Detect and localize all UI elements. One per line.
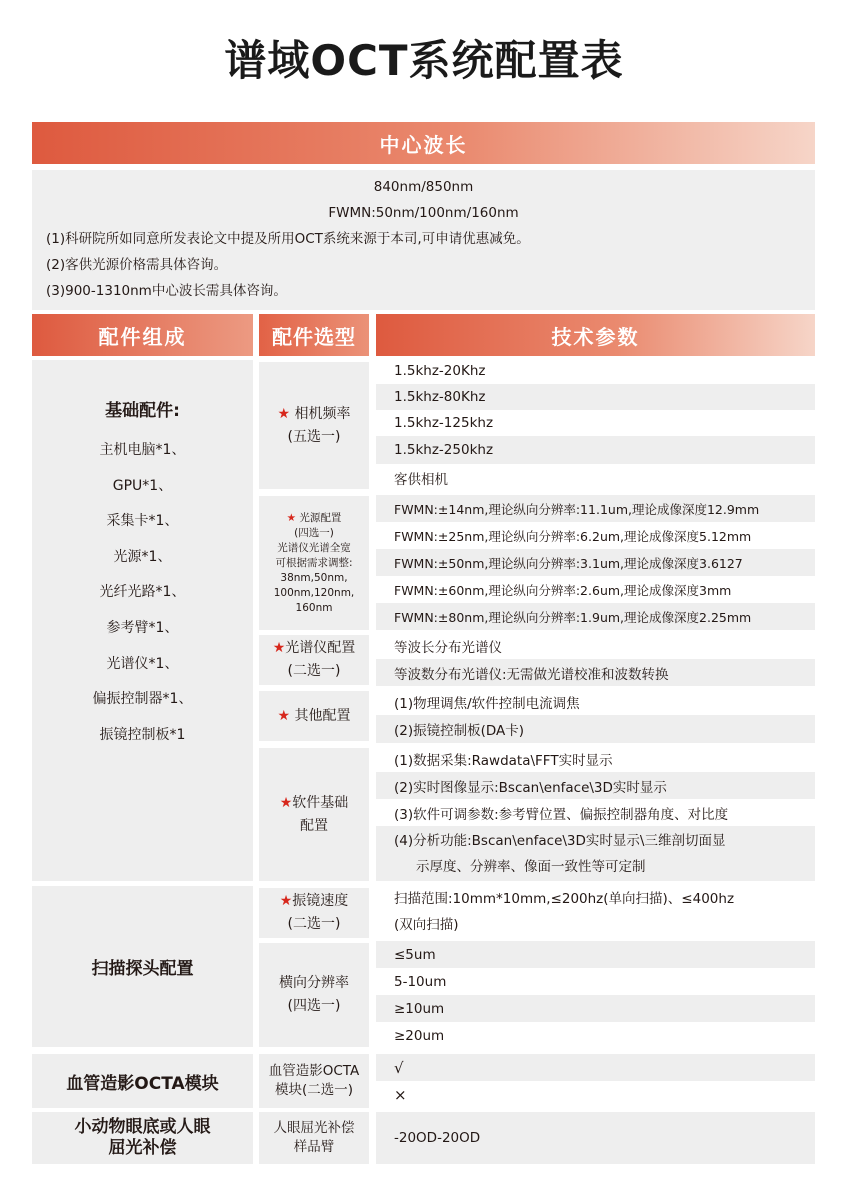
option-row: FWMN:±50nm,理论纵向分辨率:3.1um,理论成像深度3.6127	[376, 549, 815, 576]
scan-probe-cell: 扫描探头配置	[32, 886, 253, 1047]
basic-item: 振镜控制板*1	[99, 726, 186, 743]
option-row: (4)分析功能:Bscan\enface\3D实时显示\三维剖切面显 示厚度、分辨率、像面一致性等可定制	[376, 826, 815, 881]
scan-speed-cell: ★振镜速度 (二选一)	[259, 888, 369, 938]
camera-frequency-choice: (五选一)	[287, 428, 341, 445]
star-icon: ★	[279, 794, 293, 811]
option-row: -20OD-20OD	[376, 1112, 815, 1164]
option-row: FWMN:±25nm,理论纵向分辨率:6.2um,理论成像深度5.12mm	[394, 528, 752, 544]
basic-item: 光纤光路*1、	[99, 584, 186, 601]
option-row: (2)实时图像显示:Bscan\enface\3D实时显示	[376, 772, 815, 799]
note-1: (1)科研院所如同意所发表论文中提及所用OCT系统来源于本司,可申请优惠减免。	[46, 231, 530, 247]
note-2: (2)客供光源价格需具体咨询。	[46, 257, 228, 273]
camera-frequency-cell	[259, 362, 369, 489]
lateral-resolution-cell: 横向分辨率 (四选一)	[259, 943, 369, 1047]
basic-item: 采集卡*1、	[106, 513, 179, 530]
option-row: 1.5khz-80Khz	[376, 384, 815, 410]
software-config-cell: ★软件基础 配置	[259, 748, 369, 881]
octa-selection-cell: 血管造影OCTA 模块(二选一)	[259, 1054, 369, 1108]
option-row: (2)振镜控制板(DA卡)	[376, 715, 815, 743]
basic-item: 光源*1、	[113, 548, 172, 565]
params-header: 技术参数	[376, 314, 815, 356]
star-icon: ★	[279, 893, 293, 909]
other-config-cell: ★ 其他配置	[259, 691, 369, 741]
basic-item: 主机电脑*1、	[99, 442, 186, 458]
check-icon: √	[376, 1054, 815, 1081]
option-row: 1.5khz-125khz	[394, 415, 494, 431]
basic-item: GPU*1、	[112, 477, 173, 494]
option-row: FWMN:±80nm,理论纵向分辨率:1.9um,理论成像深度2.25mm	[376, 603, 815, 630]
refraction-selection-cell: 人眼屈光补偿 样品臂	[259, 1112, 369, 1164]
option-row: ≥10um	[376, 995, 815, 1022]
star-icon: ★	[277, 405, 291, 422]
option-row: ≥20um	[394, 1027, 445, 1044]
octa-module-cell: 血管造影OCTA模块	[32, 1054, 253, 1108]
center-wavelength-panel	[32, 170, 815, 310]
star-icon: ★	[277, 707, 291, 724]
note-3: (3)900-1310nm中心波长需具体咨询。	[46, 283, 287, 299]
basic-item: 偏振控制器*1、	[92, 691, 193, 708]
camera-frequency-label: ★ 相机频率	[277, 405, 351, 422]
option-row: 客供相机	[394, 471, 448, 488]
option-row: 等波数分布光谱仪:无需做光谱校准和波数转换	[376, 659, 815, 686]
wavelength-line: 840nm/850nm	[373, 179, 474, 195]
option-row: ≤5um	[376, 941, 815, 968]
star-icon: ★	[286, 511, 297, 524]
basic-components-title: 基础配件:	[105, 401, 180, 421]
basic-components-cell	[32, 360, 253, 881]
option-row: FWMN:±14nm,理论纵向分辨率:11.1um,理论成像深度12.9mm	[376, 495, 815, 522]
option-row: 等波长分布光谱仪	[394, 639, 502, 656]
option-row: 5-10um	[394, 973, 447, 990]
option-row: 1.5khz-20Khz	[394, 363, 486, 379]
option-row: 扫描范围:10mm*10mm,≤200hz(单向扫描)、≤400hz (双向扫描)	[394, 891, 735, 933]
basic-item: 光谱仪*1、	[106, 655, 179, 672]
cross-icon: ×	[394, 1085, 407, 1104]
option-row: (1)数据采集:Rawdata\FFT实时显示	[394, 752, 613, 769]
selection-header: 配件选型	[259, 314, 369, 356]
star-icon: ★	[272, 640, 286, 656]
components-header: 配件组成	[32, 314, 253, 356]
option-row: 1.5khz-250khz	[376, 436, 815, 464]
center-wavelength-header: 中心波长	[32, 122, 815, 164]
light-source-cell: ★ 光源配置 (四选一) 光谱仪光谱全宽 可根据需求调整: 38nm,50nm, 100nm,120nm, 160nm	[259, 496, 369, 630]
basic-item: 参考臂*1、	[106, 619, 179, 636]
page-title: 谱域OCT系统配置表	[224, 36, 624, 85]
fwmn-line: FWMN:50nm/100nm/160nm	[328, 205, 519, 221]
refraction-compensation-cell: 小动物眼底或人眼 屈光补偿	[32, 1112, 253, 1164]
spectrometer-cell: ★光谱仪配置 (二选一)	[259, 635, 369, 685]
option-row: FWMN:±60nm,理论纵向分辨率:2.6um,理论成像深度3mm	[394, 582, 732, 598]
option-row: (1)物理调焦/软件控制电流调焦	[394, 695, 580, 712]
option-row: (3)软件可调参数:参考臂位置、偏振控制器角度、对比度	[394, 806, 729, 823]
